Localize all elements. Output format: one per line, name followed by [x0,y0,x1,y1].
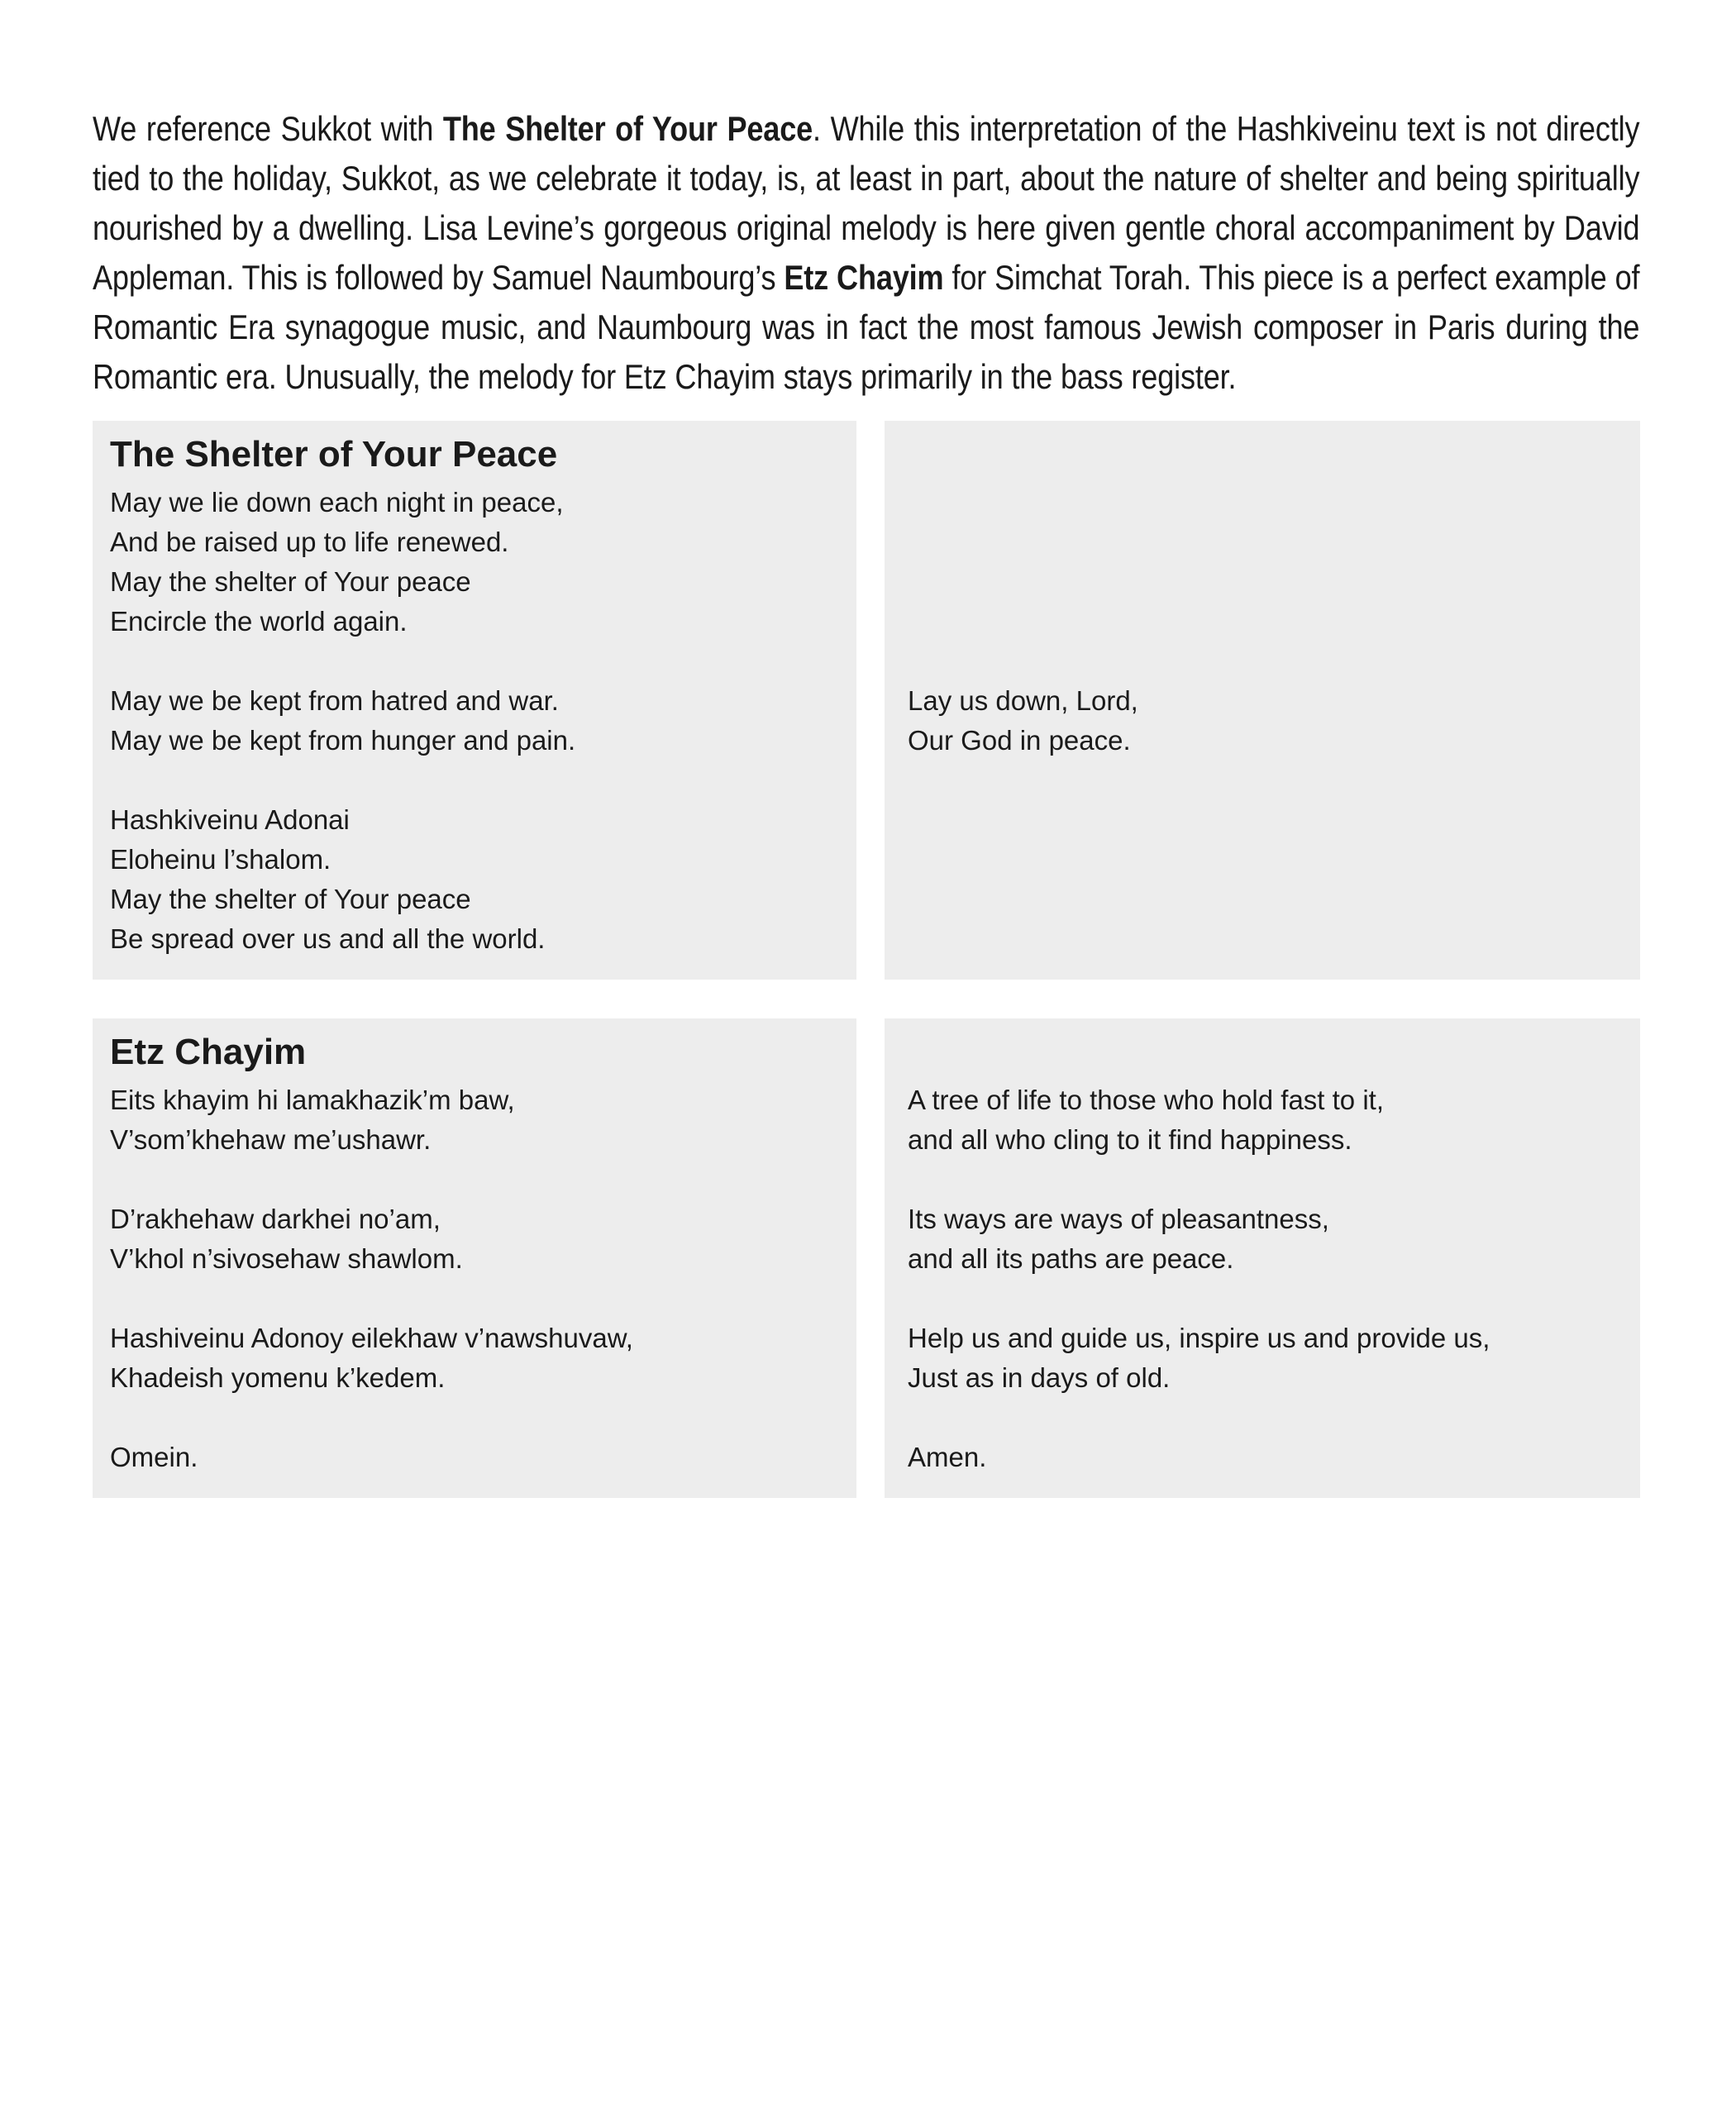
stanza-break [908,1398,1490,1438]
lyric-line: Hashiveinu Adonoy eilekhaw v’nawshuvaw, [110,1323,633,1353]
lyric-line: Its ways are ways of pleasantness, [908,1204,1329,1234]
lyric-line: Encircle the world again. [110,606,408,637]
intro-text-3: for Simchat Torah. This piece is a perfect example of Romantic Era synagogue music, and Naumbourg was in fact the most famous Jewish composer in Paris during the Romantic era. Unusually, the melody for Etz Chayim stays primarily in the bass register. [93,258,1640,396]
lyric-line: Eits khayim hi lamakhazik’m baw, [110,1085,515,1115]
lyric-line: May the shelter of Your peace [110,566,471,597]
shelter-title: The Shelter of Your Peace [110,434,558,475]
stanza-break [908,1279,1490,1319]
lyric-line: and all its paths are peace. [908,1243,1234,1274]
stanza-break [110,641,575,681]
lyric-line: D’rakhehaw darkhei no’am, [110,1204,441,1234]
stanza-break [110,1398,633,1438]
etz-right-lines [908,1080,1490,1477]
lyric-line: May we lie down each night in peace, [110,487,564,517]
lyric-line: Lay us down, Lord, [908,685,1138,716]
etz-title: Etz Chayim [110,1032,307,1072]
shelter-transliteration-panel [93,421,856,980]
lyric-line: Hashkiveinu Adonai [110,804,350,835]
intro-text-1: We reference Sukkot with [93,109,443,148]
lyric-line: and all who cling to it find happiness. [908,1124,1352,1155]
lyric-line: May the shelter of Your peace [110,884,471,914]
stanza-break [908,1160,1490,1199]
shelter-left-lines [110,483,575,959]
lyric-line: May we be kept from hatred and war. [110,685,559,716]
etz-transliteration-panel [93,1018,856,1498]
intro-title-etz-chayim: Etz Chayim [784,258,944,297]
lyric-line: Khadeish yomenu k’kedem. [110,1362,446,1393]
intro-paragraph [93,104,1639,402]
lyric-line: A tree of life to those who hold fast to it, [908,1085,1385,1115]
stanza-break [110,1160,633,1199]
lyric-line: Amen. [908,1442,987,1472]
etz-left-lines [110,1080,633,1477]
intro-title-shelter: The Shelter of Your Peace [442,109,813,148]
stanza-break [110,761,575,800]
lyric-line: And be raised up to life renewed. [110,527,509,557]
lyric-line: Be spread over us and all the world. [110,923,546,954]
lyric-line: Just as in days of old. [908,1362,1171,1393]
lyric-line: V’som’khehaw me’ushawr. [110,1124,432,1155]
lyric-line: Eloheinu l’shalom. [110,844,331,875]
lyric-line: V’khol n’sivosehaw shawlom. [110,1243,463,1274]
lyric-line: Help us and guide us, inspire us and provide us, [908,1323,1490,1353]
intro-text-2: . While this interpretation of the Hashkiveinu text is not directly tied to the holiday, Sukkot, as we celebrate it today, is, at least in part, about the nature of shelter and being spiritually nourished by a dwelling. Lisa Levine’s gorgeous original melody is here given gentle choral accompaniment by David Appleman. This is followed by Samuel Naumbourg’s [93,109,1640,297]
lyric-line: May we be kept from hunger and pain. [110,725,576,756]
shelter-translation-panel [885,421,1640,980]
etz-translation-panel [885,1018,1640,1498]
stanza-break [110,1279,633,1319]
lyric-line: Our God in peace. [908,725,1131,756]
lyric-line: Omein. [110,1442,198,1472]
shelter-right-lines [908,681,1138,761]
